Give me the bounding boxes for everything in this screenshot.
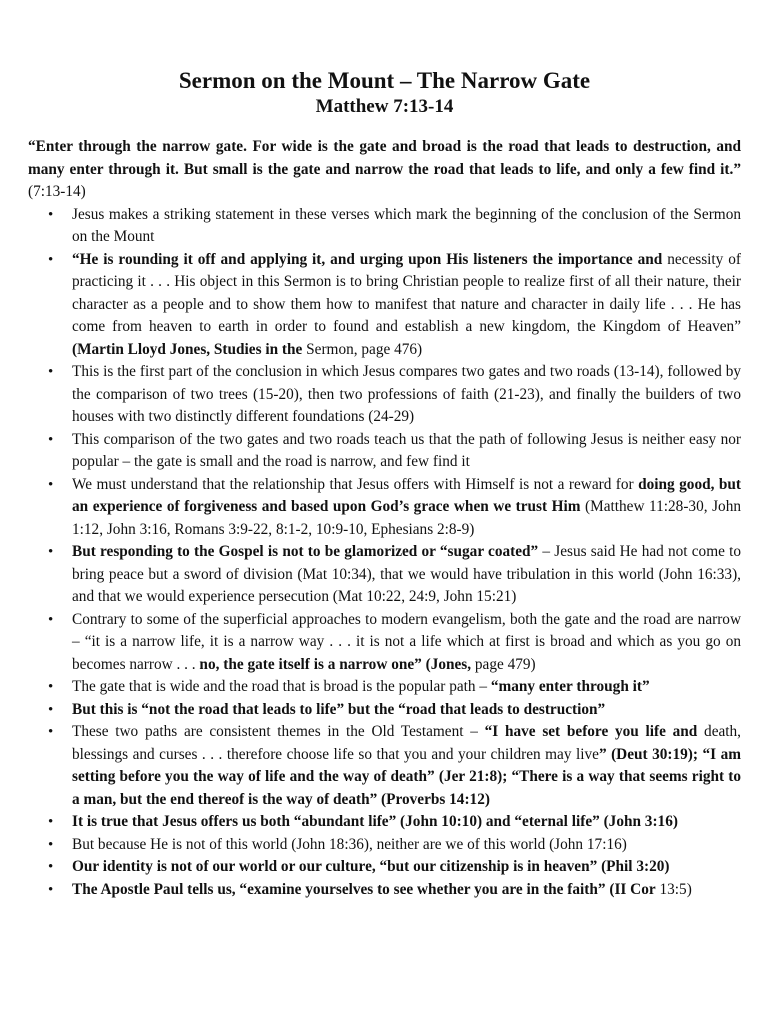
bullet-text-segment: The Apostle Paul tells us, “examine yourselves to see whether you are in the faith” (II Cor (72, 880, 656, 898)
bullet-item (72, 474, 741, 542)
bullet-item (72, 811, 741, 834)
bullet-item (72, 721, 741, 811)
bullet-item (72, 249, 741, 362)
bullet-item (72, 834, 741, 857)
bullet-item (72, 676, 741, 699)
intro-quote-text: “Enter through the narrow gate. For wide is the gate and broad is the road that leads to destruction, and many enter through it. But small is the gate and narrow the road that leads to life, and only a few find it.” (28, 138, 741, 178)
bullet-text-segment: Jesus makes a striking statement in these verses which mark the beginning of the conclusion of the Sermon on the Mount (72, 205, 741, 245)
bullet-text-segment: death, blessings and curses . . . therefore choose life so that you and your children may live (72, 723, 742, 763)
bullet-text-segment: no, the gate itself is a narrow one” (Jones, (195, 655, 472, 673)
bullet-text-segment: “many enter through it” (490, 678, 650, 695)
bullet-text-segment: But this is “not the road that leads to life” but the “road that leads to destruction” (72, 700, 606, 718)
bullet-item (72, 361, 741, 429)
bullet-text-segment: “He is rounding it off and applying it, and urging upon His listeners the importance and (72, 250, 663, 268)
page-subtitle: Matthew 7:13-14 (315, 96, 454, 117)
bullet-text-segment: necessity of practicing it . . . His object in this Sermon is to bring Christian people to realize first of all their nature, their character as a people and to show them how to manifest that nature and character in daily life . . . He has come from heaven to earth in order to found and establish a new kingdom, the Kingdom of Heaven” (72, 250, 741, 335)
bullet-text-segment: It is true that Jesus offers us both “abundant life” (John 10:10) and “eternal life” (John 3:16) (72, 813, 678, 830)
intro-reference: (7:13-14) (28, 183, 86, 200)
bullet-text-segment: But because He is not of this world (John 18:36), neither are we of this world (John 17:16) (72, 835, 627, 853)
bullet-text-segment: (Matthew 11:28-30, John 1:12, John 3:16, Romans 3:9-22, 8:1-2, 10:9-10, Ephesians 2:8-9) (72, 498, 741, 538)
bullet-list (28, 204, 741, 902)
bullet-text-segment: These two paths are consistent themes in the Old Testament – (72, 723, 485, 740)
bullet-text-segment: But responding to the Gospel is not to be glamorized or “sugar coated” (72, 543, 539, 560)
bullet-text-segment: The gate that is wide and the road that is broad is the popular path – (72, 678, 491, 695)
bullet-item (72, 856, 741, 879)
bullet-item (72, 879, 741, 902)
bullet-item (72, 429, 741, 474)
bullet-item (72, 541, 741, 609)
bullet-item (72, 204, 741, 249)
page-title: Sermon on the Mount – The Narrow Gate (178, 68, 591, 93)
bullet-text-segment: This comparison of the two gates and two roads teach us that the path of following Jesus is neither easy nor popular – the gate is small and the road is narrow, and few find it (72, 430, 741, 470)
bullet-text-segment: We must understand that the relationship that Jesus offers with Himself is not a reward for (72, 475, 634, 493)
intro-quote (28, 136, 741, 204)
bullet-text-segment: (Martin Lloyd Jones, Studies in the (72, 340, 303, 358)
bullet-item (72, 699, 741, 722)
bullet-text-segment: – Jesus said He had not come to bring peace but a sword of division (Mat 10:34), that we would have tribulation in this world (John 16:33), and that we would experience persecution (Mat 10:22, 24:9, John 15:21) (72, 543, 741, 605)
bullet-item (72, 609, 741, 677)
bullet-text-segment: “I have set before you life and (484, 723, 698, 740)
bullet-text-segment: 13:5) (655, 880, 692, 898)
bullet-text-segment: doing good, but an experience of forgiveness and based upon God’s grace when we trust Him (72, 475, 742, 515)
bullet-text-segment: page 479) (471, 655, 536, 673)
bullet-text-segment: This is the first part of the conclusion in which Jesus compares two gates and two roads (13-14), followed by the comparison of two trees (15-20), then two professions of faith (21-23), and finally the builders of two houses with two distinctly different foundations (24-29) (72, 363, 741, 425)
bullet-text-segment: Sermon, page 476) (302, 340, 423, 358)
bullet-text-segment: Contrary to some of the superficial approaches to modern evangelism, both the gate and the road are narrow – “it is a narrow life, it is a narrow way . . . it is not a life which at first is broad and which as you go on becomes narrow . . . (72, 610, 741, 673)
bullet-text-segment: Our identity is not of our world or our culture, “but our citizenship is in heaven” (Phil 3:20) (72, 858, 670, 875)
bullet-text-segment: ” (Deut 30:19); “I am setting before you the way of life and the way of death” (Jer 21:8); “There is a way that seems right to a man, but the end thereof is the way of death” (Proverbs 14:12) (72, 745, 741, 808)
